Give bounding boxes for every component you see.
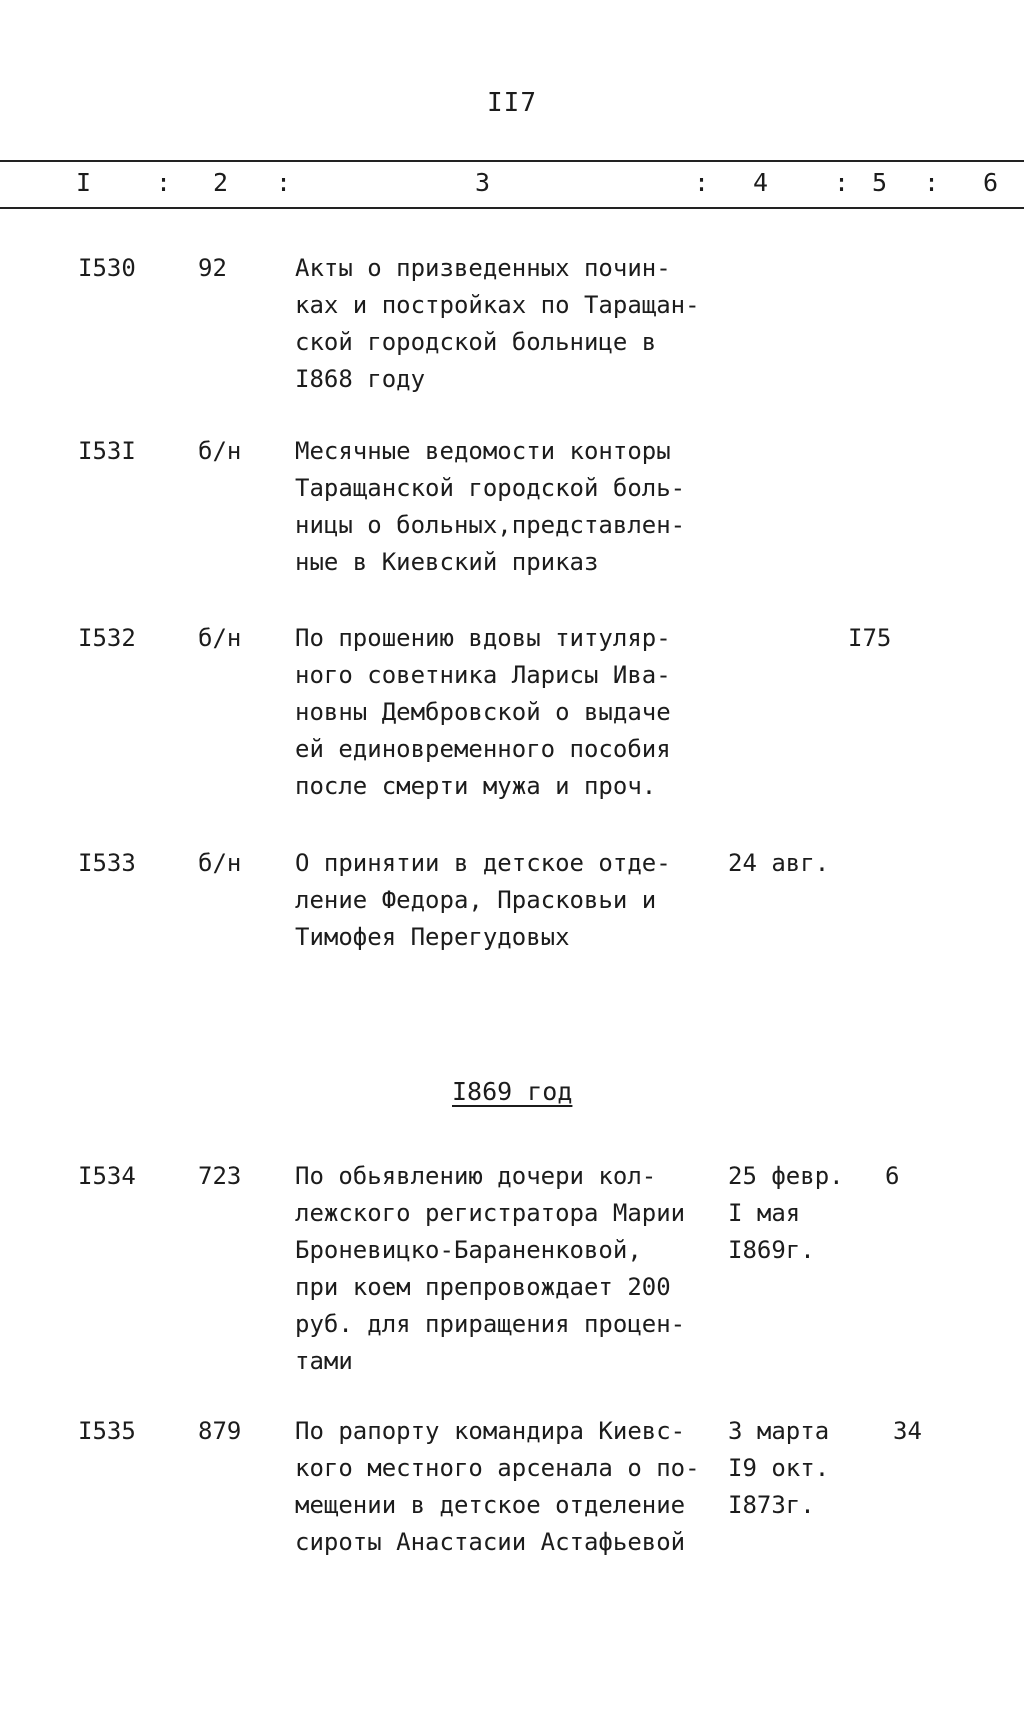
entry-reference: 879 (198, 1417, 242, 1445)
entry-sheet-count: 34 (893, 1417, 922, 1445)
description-line: ей единовременного пособия (295, 735, 671, 763)
entry-reference: б/н (198, 437, 242, 465)
entry-description (295, 250, 700, 398)
description-line: ление Федора, Прасковьи и (295, 886, 657, 914)
entry-dates (728, 845, 829, 882)
entry-sheet-count: I75 (848, 624, 892, 652)
date-line: 24 авг. (728, 849, 830, 877)
entry-dates (728, 1413, 829, 1524)
description-line: ного советника Ларисы Ива- (295, 661, 671, 689)
entry-number: I532 (78, 624, 136, 652)
entry-description (295, 845, 671, 956)
column-header-1: I (76, 168, 92, 197)
description-line: сироты Анастасии Астафьевой (295, 1528, 686, 1556)
entry-reference: 92 (198, 254, 227, 282)
description-line: По прошению вдовы титуляр- (295, 624, 671, 652)
column-separator: : (156, 168, 172, 197)
description-line: Месячные ведомости конторы (295, 437, 671, 465)
year-section-title: I869 год (452, 1077, 573, 1106)
column-separator: : (834, 168, 850, 197)
date-line: I9 окт. (728, 1454, 830, 1482)
description-line: ках и постройках по Таращан- (295, 291, 700, 319)
date-line: I873г. (728, 1491, 815, 1519)
date-line: 25 февр. (728, 1162, 844, 1190)
page-number: II7 (487, 88, 537, 118)
entry-sheet-count: 6 (885, 1162, 900, 1190)
entry-dates (728, 1158, 844, 1269)
entry-description (295, 1158, 685, 1380)
description-line: По обьявлению дочери кол- (295, 1162, 657, 1190)
header-bottom-rule (0, 207, 1024, 209)
description-line: новны Дембровской о выдаче (295, 698, 671, 726)
description-line: ницы о больных,представлен- (295, 511, 686, 539)
description-line: ской городской больнице в (295, 328, 657, 356)
header-top-rule (0, 160, 1024, 162)
description-line: ные в Киевский приказ (295, 548, 599, 576)
description-line: Акты о призведенных почин- (295, 254, 671, 282)
description-line: тами (295, 1347, 353, 1375)
description-line: лежского регистратора Марии (295, 1199, 686, 1227)
column-separator: : (276, 168, 292, 197)
description-line: кого местного арсенала о по- (295, 1454, 700, 1482)
column-header-2: 2 (213, 168, 229, 197)
entry-description (295, 1413, 700, 1561)
date-line: I мая (728, 1199, 801, 1227)
description-line: при коем препровождает 200 (295, 1273, 671, 1301)
entry-reference: б/н (198, 624, 242, 652)
column-header-4: 4 (753, 168, 769, 197)
description-line: руб. для приращения процен- (295, 1310, 686, 1338)
description-line: мещении в детское отделение (295, 1491, 686, 1519)
description-line: Таращанской городской боль- (295, 474, 686, 502)
description-line: По рапорту командира Киевс- (295, 1417, 686, 1445)
entry-reference: б/н (198, 849, 242, 877)
entry-number: I530 (78, 254, 136, 282)
column-header-3: 3 (475, 168, 491, 197)
entry-number: I534 (78, 1162, 136, 1190)
entry-description (295, 620, 671, 805)
entry-number: I535 (78, 1417, 136, 1445)
entry-description (295, 433, 685, 581)
date-line: I869г. (728, 1236, 815, 1264)
column-header-6: 6 (983, 168, 999, 197)
entry-number: I53I (78, 437, 136, 465)
entry-number: I533 (78, 849, 136, 877)
column-header-5: 5 (872, 168, 888, 197)
description-line: I868 году (295, 365, 426, 393)
description-line: О принятии в детское отде- (295, 849, 671, 877)
column-separator: : (924, 168, 940, 197)
description-line: Броневицко-Бараненковой, (295, 1236, 642, 1264)
description-line: после смерти мужа и проч. (295, 772, 657, 800)
column-separator: : (694, 168, 710, 197)
description-line: Тимофея Перегудовых (295, 923, 570, 951)
date-line: 3 марта (728, 1417, 830, 1445)
entry-reference: 723 (198, 1162, 242, 1190)
